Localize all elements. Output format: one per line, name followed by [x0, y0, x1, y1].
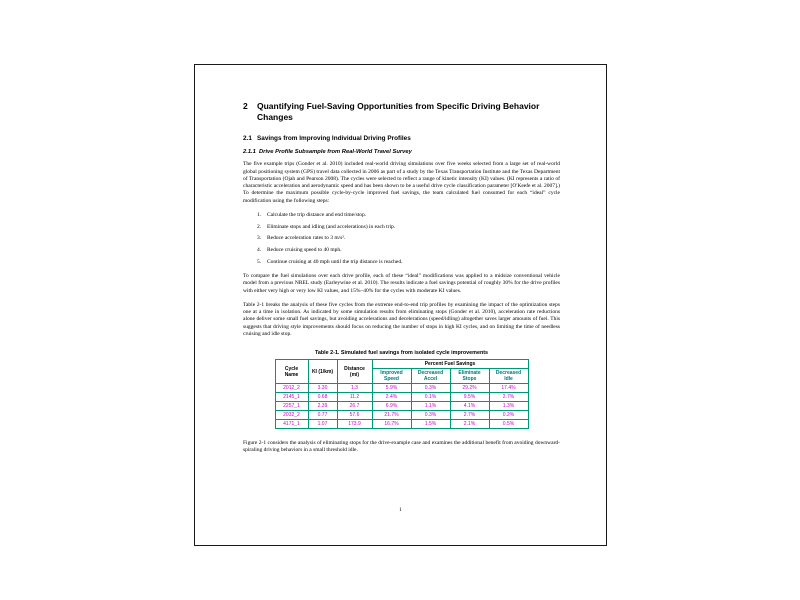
- list-item-text: Continue cruising at 40 mph until the trip distance is reached.: [267, 258, 403, 265]
- column-subheader-improved-speed: Improved Speed: [372, 369, 411, 384]
- list-item: [257, 224, 560, 231]
- table-cell: 21.7%: [372, 411, 411, 420]
- page-content: [195, 65, 606, 455]
- table-cell: 0.2%: [489, 411, 528, 420]
- list-item: [257, 212, 560, 219]
- table-header-row-group: [275, 360, 528, 369]
- column-header-percent-fuel-savings: Percent Fuel Savings: [372, 360, 528, 369]
- list-item-text: Eliminate stops and idling (and accelerations) in each trip.: [267, 223, 396, 230]
- table-row: [275, 402, 528, 411]
- list-item: [257, 259, 560, 266]
- section-number: 2.1: [243, 135, 252, 143]
- table-cell: 17.4%: [489, 384, 528, 393]
- table-cell: 2.1%: [450, 420, 489, 429]
- table-cell: 11.2: [337, 393, 372, 402]
- list-item: [257, 235, 560, 242]
- table-cell: 2.39: [308, 402, 337, 411]
- paragraph-closing: Figure 2-1 considers the analysis of eliminating stops for the drive-example case and examines the additional benefit from avoiding downward-spiraling driving behaviors in a small threshold idle.: [243, 440, 560, 454]
- list-item-number: 5.: [257, 258, 262, 265]
- table-cell: 0.3%: [411, 384, 450, 393]
- table-cell: 0.5%: [489, 420, 528, 429]
- table-cell: 4.1%: [450, 402, 489, 411]
- table-cell: 0.77: [308, 411, 337, 420]
- table-row: [275, 411, 528, 420]
- list-item: [257, 247, 560, 254]
- section-heading: [243, 135, 560, 142]
- table-cell: 57.6: [337, 411, 372, 420]
- table-row: [275, 393, 528, 402]
- table-cell: 0.68: [308, 393, 337, 402]
- table-cell: 16.7%: [372, 420, 411, 429]
- table-cell: 6.9%: [372, 402, 411, 411]
- list-item-text: Reduce acceleration rates to 3 m/s².: [267, 235, 346, 242]
- table-row: [275, 420, 528, 429]
- fuel-savings-table: [275, 359, 529, 429]
- chapter-title: Quantifying Fuel-Saving Opportunities from Specific Driving Behavior Changes: [257, 101, 540, 122]
- table-header: [275, 360, 528, 384]
- table-cell: 2.4%: [372, 393, 411, 402]
- paragraph-table-discussion: Table 2-1 breaks the analysis of these five cycles from the extreme end-to-end trip profiles by examining the impact of the optimization steps one at a time in isolation. As indicated by some simulation results from eliminating stops (Gonder et al. 2010), acceleration rate reductions alone deliver some small fuel savings, but avoiding accelerations and decelerations (speed/idling) altogether saves larger amounts of fuel. This suggests that driving style improvements should focus on reducing the number of stops in high KI cycles, and on limiting the time of needless cruising and idle stop.: [243, 301, 560, 337]
- column-subheader-eliminate-stops: Eliminate Stops: [450, 369, 489, 384]
- table-cell: 26.7: [337, 402, 372, 411]
- list-item-number: 4.: [257, 247, 262, 253]
- table-caption: Table 2-1. Simulated fuel savings from isolated cycle improvements: [314, 350, 489, 356]
- table-cell: 2257_1: [275, 402, 308, 411]
- table-body: [275, 384, 528, 429]
- list-item-number: 1.: [257, 211, 262, 218]
- steps-ordered-list: [257, 212, 560, 266]
- subsection-heading: [243, 149, 560, 155]
- list-item-number: 3.: [257, 235, 262, 242]
- table-cell: 2.7%: [489, 393, 528, 402]
- table-cell: 1.1%: [411, 402, 450, 411]
- table-cell: 0.1%: [411, 393, 450, 402]
- table-cell: 2.7%: [450, 411, 489, 420]
- table-cell: 9.5%: [450, 393, 489, 402]
- table-cell: 1.3: [337, 384, 372, 393]
- paragraph-comparison: To compare the fuel simulations over each drive profile, each of these “ideal” modifications was applied to a midsize conventional vehicle model from a previous NREL study (Earleywine et al. 2010). The results indicate a fuel savings potential of roughly 30% for the drive profiles with either very high or very low KI values, and 15%–40% for the cycles with moderate KI values.: [243, 273, 560, 294]
- table-cell: 2032_2: [275, 411, 308, 420]
- chapter-heading: [243, 101, 560, 122]
- table-cell: 173.9: [337, 420, 372, 429]
- list-item-text: Reduce cruising speed to 40 mph.: [267, 247, 342, 253]
- table-cell: 2012_2: [275, 384, 308, 393]
- list-item-number: 2.: [257, 223, 262, 230]
- table-cell: 0.3%: [411, 411, 450, 420]
- table-cell: 5.9%: [372, 384, 411, 393]
- section-title: Savings from Improving Individual Driving Profiles: [257, 135, 411, 143]
- table-cell: 3.30: [308, 384, 337, 393]
- column-header-distance: Distance (mi): [337, 360, 372, 384]
- column-subheader-decreased-idle: Decreased Idle: [489, 369, 528, 384]
- chapter-number: 2: [243, 101, 248, 111]
- subsection-number: 2.1.1: [243, 149, 256, 156]
- column-subheader-decreased-accel: Decreased Accel: [411, 369, 450, 384]
- paragraph-intro: The five example trips (Gonder et al. 2010) included real-world driving simulations over five weeks selected from a large set of real-world global positioning system (GPS) travel data collected in 2006 as part of a study by the Texas Transportation Institute and the Texas Department of Transportation (Ojah and Pearson 2008). The cycles were selected to reflect a range of kinetic intensity (KI) values. (KI represents a ratio of characteristic acceleration and aerodynamic speed and has been shown to be a useful drive cycle classification parameter [O'Keefe et al. 2007].) To determine the maximum possible cycle-by-cycle improved fuel savings, the team calculated fuel consumed for each “ideal” cycle modification using the following steps:: [243, 161, 560, 204]
- table-cell: 1.07: [308, 420, 337, 429]
- table-row: [275, 384, 528, 393]
- table-cell: 1.3%: [489, 402, 528, 411]
- column-header-cycle-name: Cycle Name: [275, 360, 308, 384]
- table-cell: 4171_1: [275, 420, 308, 429]
- table-cell: 2145_1: [275, 393, 308, 402]
- column-header-ki: KI (1/km): [308, 360, 337, 384]
- list-item-text: Calculate the trip distance and end time/stop.: [267, 211, 367, 218]
- document-page: [194, 64, 607, 546]
- subsection-title: Drive Profile Subsample from Real-World Travel Survey: [259, 149, 412, 156]
- table-cell: 29.2%: [450, 384, 489, 393]
- table-cell: 1.5%: [411, 420, 450, 429]
- page-number: 1: [399, 507, 402, 513]
